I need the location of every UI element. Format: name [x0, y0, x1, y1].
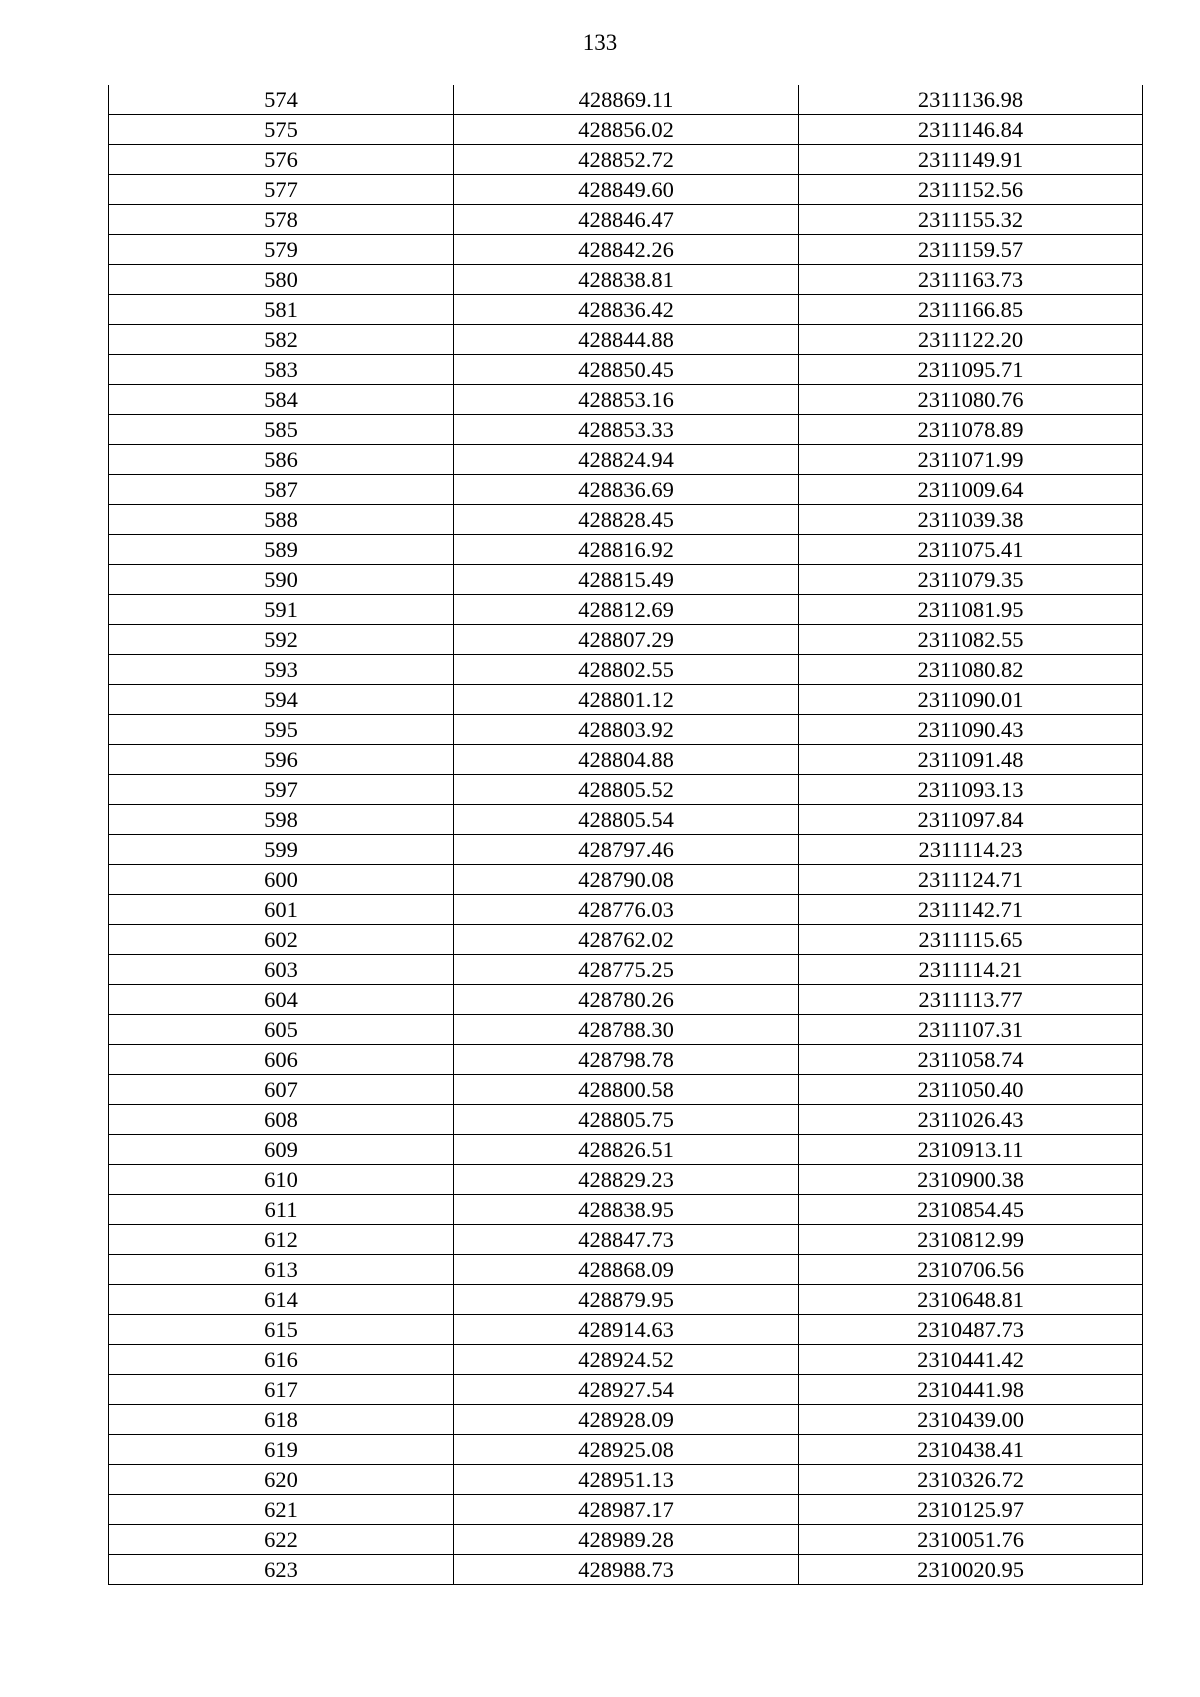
- y-coordinate-cell: 2311152.56: [799, 175, 1143, 205]
- point-id-cell: 612: [109, 1225, 454, 1255]
- point-id-cell: 598: [109, 805, 454, 835]
- y-coordinate-cell: 2311115.65: [799, 925, 1143, 955]
- point-id-cell: 582: [109, 325, 454, 355]
- x-coordinate-cell: 428805.54: [454, 805, 799, 835]
- table-row: [109, 1015, 1143, 1045]
- table-row: [109, 775, 1143, 805]
- x-coordinate-cell: 428850.45: [454, 355, 799, 385]
- x-coordinate-cell: 428824.94: [454, 445, 799, 475]
- table-row: [109, 895, 1143, 925]
- point-id-cell: 578: [109, 205, 454, 235]
- point-id-cell: 610: [109, 1165, 454, 1195]
- x-coordinate-cell: 428801.12: [454, 685, 799, 715]
- x-coordinate-cell: 428804.88: [454, 745, 799, 775]
- point-id-cell: 589: [109, 535, 454, 565]
- x-coordinate-cell: 428838.81: [454, 265, 799, 295]
- y-coordinate-cell: 2311155.32: [799, 205, 1143, 235]
- table-row: [109, 445, 1143, 475]
- table-row: [109, 295, 1143, 325]
- y-coordinate-cell: 2310441.98: [799, 1375, 1143, 1405]
- point-id-cell: 580: [109, 265, 454, 295]
- point-id-cell: 587: [109, 475, 454, 505]
- table-row: [109, 1075, 1143, 1105]
- y-coordinate-cell: 2310854.45: [799, 1195, 1143, 1225]
- point-id-cell: 581: [109, 295, 454, 325]
- x-coordinate-cell: 428803.92: [454, 715, 799, 745]
- table-row: [109, 1045, 1143, 1075]
- x-coordinate-cell: 428989.28: [454, 1525, 799, 1555]
- x-coordinate-cell: 428914.63: [454, 1315, 799, 1345]
- y-coordinate-cell: 2311113.77: [799, 985, 1143, 1015]
- y-coordinate-cell: 2311124.71: [799, 865, 1143, 895]
- x-coordinate-cell: 428856.02: [454, 115, 799, 145]
- y-coordinate-cell: 2310913.11: [799, 1135, 1143, 1165]
- y-coordinate-cell: 2311149.91: [799, 145, 1143, 175]
- y-coordinate-cell: 2311166.85: [799, 295, 1143, 325]
- y-coordinate-cell: 2311122.20: [799, 325, 1143, 355]
- x-coordinate-cell: 428987.17: [454, 1495, 799, 1525]
- table-row: [109, 145, 1143, 175]
- point-id-cell: 617: [109, 1375, 454, 1405]
- table-row: [109, 535, 1143, 565]
- x-coordinate-cell: 428836.69: [454, 475, 799, 505]
- x-coordinate-cell: 428879.95: [454, 1285, 799, 1315]
- table-row: [109, 475, 1143, 505]
- point-id-cell: 622: [109, 1525, 454, 1555]
- x-coordinate-cell: 428869.11: [454, 85, 799, 115]
- table-row: [109, 1465, 1143, 1495]
- y-coordinate-cell: 2310439.00: [799, 1405, 1143, 1435]
- point-id-cell: 575: [109, 115, 454, 145]
- table-row: [109, 235, 1143, 265]
- point-id-cell: 595: [109, 715, 454, 745]
- point-id-cell: 611: [109, 1195, 454, 1225]
- y-coordinate-cell: 2311146.84: [799, 115, 1143, 145]
- y-coordinate-cell: 2311009.64: [799, 475, 1143, 505]
- table-row: [109, 955, 1143, 985]
- y-coordinate-cell: 2311097.84: [799, 805, 1143, 835]
- table-row: [109, 1375, 1143, 1405]
- point-id-cell: 604: [109, 985, 454, 1015]
- x-coordinate-cell: 428775.25: [454, 955, 799, 985]
- y-coordinate-cell: 2311050.40: [799, 1075, 1143, 1105]
- table-row: [109, 1225, 1143, 1255]
- y-coordinate-cell: 2310441.42: [799, 1345, 1143, 1375]
- point-id-cell: 588: [109, 505, 454, 535]
- table-row: [109, 985, 1143, 1015]
- point-id-cell: 603: [109, 955, 454, 985]
- x-coordinate-cell: 428836.42: [454, 295, 799, 325]
- x-coordinate-cell: 428826.51: [454, 1135, 799, 1165]
- x-coordinate-cell: 428805.52: [454, 775, 799, 805]
- point-id-cell: 602: [109, 925, 454, 955]
- y-coordinate-cell: 2311159.57: [799, 235, 1143, 265]
- table-row: [109, 685, 1143, 715]
- table-row: [109, 745, 1143, 775]
- point-id-cell: 614: [109, 1285, 454, 1315]
- y-coordinate-cell: 2311091.48: [799, 745, 1143, 775]
- table-row: [109, 175, 1143, 205]
- table-row: [109, 505, 1143, 535]
- y-coordinate-cell: 2311142.71: [799, 895, 1143, 925]
- coordinate-table-body: [109, 85, 1143, 1585]
- table-row: [109, 715, 1143, 745]
- point-id-cell: 615: [109, 1315, 454, 1345]
- x-coordinate-cell: 428802.55: [454, 655, 799, 685]
- table-row: [109, 565, 1143, 595]
- x-coordinate-cell: 428924.52: [454, 1345, 799, 1375]
- table-row: [109, 1435, 1143, 1465]
- point-id-cell: 616: [109, 1345, 454, 1375]
- point-id-cell: 584: [109, 385, 454, 415]
- y-coordinate-cell: 2311095.71: [799, 355, 1143, 385]
- point-id-cell: 619: [109, 1435, 454, 1465]
- table-row: [109, 1345, 1143, 1375]
- x-coordinate-cell: 428838.95: [454, 1195, 799, 1225]
- y-coordinate-cell: 2310125.97: [799, 1495, 1143, 1525]
- page-number: 133: [582, 30, 618, 55]
- x-coordinate-cell: 428788.30: [454, 1015, 799, 1045]
- point-id-cell: 620: [109, 1465, 454, 1495]
- y-coordinate-cell: 2311079.35: [799, 565, 1143, 595]
- table-row: [109, 1165, 1143, 1195]
- y-coordinate-cell: 2311081.95: [799, 595, 1143, 625]
- x-coordinate-cell: 428780.26: [454, 985, 799, 1015]
- x-coordinate-cell: 428847.73: [454, 1225, 799, 1255]
- point-id-cell: 597: [109, 775, 454, 805]
- point-id-cell: 601: [109, 895, 454, 925]
- y-coordinate-cell: 2311114.23: [799, 835, 1143, 865]
- x-coordinate-cell: 428853.33: [454, 415, 799, 445]
- point-id-cell: 596: [109, 745, 454, 775]
- table-row: [109, 1405, 1143, 1435]
- point-id-cell: 613: [109, 1255, 454, 1285]
- y-coordinate-cell: 2311163.73: [799, 265, 1143, 295]
- x-coordinate-cell: 428800.58: [454, 1075, 799, 1105]
- point-id-cell: 606: [109, 1045, 454, 1075]
- point-id-cell: 591: [109, 595, 454, 625]
- x-coordinate-cell: 428807.29: [454, 625, 799, 655]
- x-coordinate-cell: 428925.08: [454, 1435, 799, 1465]
- point-id-cell: 574: [109, 85, 454, 115]
- table-row: [109, 1135, 1143, 1165]
- y-coordinate-cell: 2311075.41: [799, 535, 1143, 565]
- y-coordinate-cell: 2311136.98: [799, 85, 1143, 115]
- point-id-cell: 605: [109, 1015, 454, 1045]
- y-coordinate-cell: 2311082.55: [799, 625, 1143, 655]
- y-coordinate-cell: 2310706.56: [799, 1255, 1143, 1285]
- x-coordinate-cell: 428828.45: [454, 505, 799, 535]
- table-row: [109, 1195, 1143, 1225]
- point-id-cell: 594: [109, 685, 454, 715]
- table-row: [109, 865, 1143, 895]
- table-row: [109, 835, 1143, 865]
- table-row: [109, 625, 1143, 655]
- table-row: [109, 1285, 1143, 1315]
- y-coordinate-cell: 2311107.31: [799, 1015, 1143, 1045]
- y-coordinate-cell: 2311078.89: [799, 415, 1143, 445]
- y-coordinate-cell: 2310438.41: [799, 1435, 1143, 1465]
- table-row: [109, 325, 1143, 355]
- point-id-cell: 623: [109, 1555, 454, 1585]
- y-coordinate-cell: 2310020.95: [799, 1555, 1143, 1585]
- table-row: [109, 655, 1143, 685]
- table-row: [109, 805, 1143, 835]
- x-coordinate-cell: 428797.46: [454, 835, 799, 865]
- y-coordinate-cell: 2311090.43: [799, 715, 1143, 745]
- y-coordinate-cell: 2311071.99: [799, 445, 1143, 475]
- table-row: [109, 1525, 1143, 1555]
- table-row: [109, 85, 1143, 115]
- y-coordinate-cell: 2310326.72: [799, 1465, 1143, 1495]
- table-row: [109, 415, 1143, 445]
- x-coordinate-cell: 428798.78: [454, 1045, 799, 1075]
- x-coordinate-cell: 428928.09: [454, 1405, 799, 1435]
- y-coordinate-cell: 2311039.38: [799, 505, 1143, 535]
- x-coordinate-cell: 428852.72: [454, 145, 799, 175]
- table-row: [109, 595, 1143, 625]
- x-coordinate-cell: 428846.47: [454, 205, 799, 235]
- x-coordinate-cell: 428776.03: [454, 895, 799, 925]
- point-id-cell: 600: [109, 865, 454, 895]
- point-id-cell: 590: [109, 565, 454, 595]
- point-id-cell: 586: [109, 445, 454, 475]
- y-coordinate-cell: 2311114.21: [799, 955, 1143, 985]
- y-coordinate-cell: 2311058.74: [799, 1045, 1143, 1075]
- point-id-cell: 621: [109, 1495, 454, 1525]
- x-coordinate-cell: 428790.08: [454, 865, 799, 895]
- x-coordinate-cell: 428853.16: [454, 385, 799, 415]
- x-coordinate-cell: 428844.88: [454, 325, 799, 355]
- x-coordinate-cell: 428805.75: [454, 1105, 799, 1135]
- point-id-cell: 579: [109, 235, 454, 265]
- y-coordinate-cell: 2311080.76: [799, 385, 1143, 415]
- x-coordinate-cell: 428842.26: [454, 235, 799, 265]
- x-coordinate-cell: 428988.73: [454, 1555, 799, 1585]
- y-coordinate-cell: 2311090.01: [799, 685, 1143, 715]
- table-row: [109, 1495, 1143, 1525]
- y-coordinate-cell: 2311093.13: [799, 775, 1143, 805]
- table-row: [109, 115, 1143, 145]
- point-id-cell: 577: [109, 175, 454, 205]
- table-row: [109, 355, 1143, 385]
- point-id-cell: 607: [109, 1075, 454, 1105]
- table-row: [109, 205, 1143, 235]
- y-coordinate-cell: 2311026.43: [799, 1105, 1143, 1135]
- table-row: [109, 265, 1143, 295]
- x-coordinate-cell: 428762.02: [454, 925, 799, 955]
- x-coordinate-cell: 428815.49: [454, 565, 799, 595]
- point-id-cell: 576: [109, 145, 454, 175]
- point-id-cell: 618: [109, 1405, 454, 1435]
- point-id-cell: 609: [109, 1135, 454, 1165]
- table-row: [109, 385, 1143, 415]
- x-coordinate-cell: 428927.54: [454, 1375, 799, 1405]
- table-row: [109, 925, 1143, 955]
- y-coordinate-cell: 2310648.81: [799, 1285, 1143, 1315]
- table-row: [109, 1105, 1143, 1135]
- y-coordinate-cell: 2311080.82: [799, 655, 1143, 685]
- coordinate-table: [108, 85, 1143, 1585]
- point-id-cell: 599: [109, 835, 454, 865]
- point-id-cell: 592: [109, 625, 454, 655]
- y-coordinate-cell: 2310900.38: [799, 1165, 1143, 1195]
- x-coordinate-cell: 428812.69: [454, 595, 799, 625]
- point-id-cell: 608: [109, 1105, 454, 1135]
- point-id-cell: 583: [109, 355, 454, 385]
- x-coordinate-cell: 428816.92: [454, 535, 799, 565]
- x-coordinate-cell: 428849.60: [454, 175, 799, 205]
- table-row: [109, 1255, 1143, 1285]
- table-row: [109, 1315, 1143, 1345]
- point-id-cell: 593: [109, 655, 454, 685]
- point-id-cell: 585: [109, 415, 454, 445]
- x-coordinate-cell: 428951.13: [454, 1465, 799, 1495]
- x-coordinate-cell: 428868.09: [454, 1255, 799, 1285]
- x-coordinate-cell: 428829.23: [454, 1165, 799, 1195]
- y-coordinate-cell: 2310812.99: [799, 1225, 1143, 1255]
- table-row: [109, 1555, 1143, 1585]
- y-coordinate-cell: 2310051.76: [799, 1525, 1143, 1555]
- y-coordinate-cell: 2310487.73: [799, 1315, 1143, 1345]
